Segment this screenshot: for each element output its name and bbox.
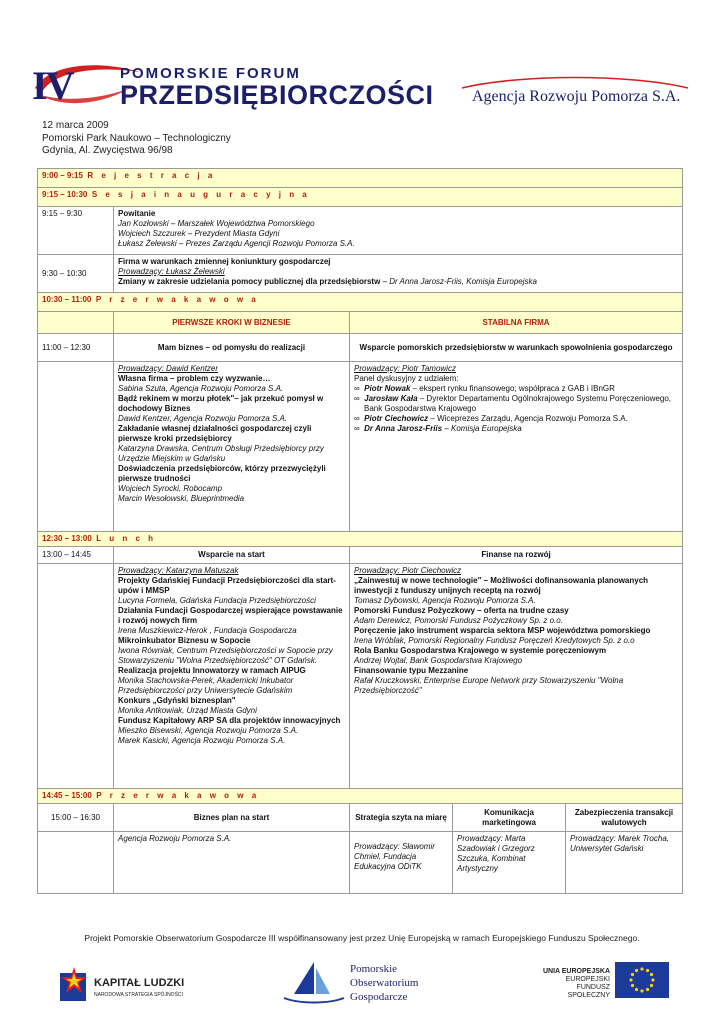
speaker: Łukasz Żelewski – Prezes Zarządu Agencji Rozwoju Pomorza S.A.: [118, 239, 355, 248]
logo-roman-numeral: IV: [32, 63, 73, 108]
speaker: Irena Muszkiewicz-Herok , Fundacja Gospodarcza: [118, 626, 297, 635]
panelist: ∞ Jarosław Kała – Dyrektor Departamentu Ogólnokrajowego Systemu Poręczeniowego, Bank Gospodarstwa Krajowego: [354, 394, 671, 413]
talk-title: Finansowanie typu Mezzanine: [354, 666, 469, 675]
lunch-bar: 12:30 – 13:00 L u n c h: [38, 532, 683, 547]
moderator: Prowadzący: Piotr Tamowicz: [354, 364, 456, 373]
event-place: Pomorski Park Naukowo – Technologiczny: [42, 132, 231, 144]
talk-title: Rola Banku Gospodarstwa Krajowego w systemie poręczeniowym: [354, 646, 607, 655]
track-left: PIERWSZE KROKI W BIZNESIE: [114, 312, 350, 334]
speaker: Mieszko Bisewski, Agencja Rozwoju Pomorza S.A.: [118, 726, 299, 735]
forum-logo: [30, 58, 434, 113]
workshop-host: Prowadzący: Marta Szadowiak i Grzegorz Szczuka, Kombinat Artystyczny: [453, 832, 566, 894]
coffee-break-bar: 10:30 – 11:00 P r z e r w a k a w o w a: [38, 293, 683, 312]
infinity-bullet-icon: ∞: [354, 424, 360, 433]
ue-title: UNIA EUROPEJSKA: [542, 968, 610, 975]
session-title: Powitanie: [118, 209, 156, 218]
agency-logo: [460, 78, 690, 113]
infinity-bullet-icon: ∞: [354, 394, 360, 403]
speaker: Adam Derewicz, Pomorski Fundusz Pożyczkowy Sp. z o.o.: [354, 616, 563, 625]
kl-subtitle: NARODOWA STRATEGIA SPÓJNOŚCI: [94, 992, 183, 998]
pog-line-3: Gospodarcze: [350, 991, 408, 1003]
moderator: Prowadzący: Łukasz Żelewski: [118, 267, 225, 276]
talk-title: „Zainwestuj w nowe technologie" – Możliwości dofinansowania planowanych inwestycji z funduszy unijnych receptą na rozwój: [354, 576, 649, 595]
talk-title: Własna firma – problem czy wyzwanie…: [118, 374, 271, 383]
workshop-title: Zabezpieczenia transakcji walutowych: [566, 804, 683, 832]
time-cell: 9:15 – 9:30: [38, 207, 114, 255]
talk-title: Pomorski Fundusz Pożyczkowy – oferta na trudne czasy: [354, 606, 569, 615]
pog-line-1: Pomorskie: [350, 963, 398, 975]
workshop-title: Strategia szyta na miarę: [350, 804, 453, 832]
infinity-bullet-icon: ∞: [354, 414, 360, 423]
speaker: Monika Stachowska-Perek, Akademicki Inkubator Przedsiębiorczości przy Uniwersytecie Gdańskim: [118, 676, 294, 695]
event-date: 12 marca 2009: [42, 120, 109, 131]
ue-line-2: EUROPEJSKI: [565, 976, 610, 983]
event-info: [42, 120, 231, 158]
speaker: Irena Wróblak, Pomorski Regionalny Fundusz Poręczeń Kredytowych Sp. z o.o: [354, 636, 635, 645]
talk-title: Realizacja projektu Innowatorzy w ramach AIPUG: [118, 666, 306, 675]
speaker: Sabina Szuta, Agencja Rozwoju Pomorza S.A.: [118, 384, 284, 393]
infinity-bullet-icon: ∞: [354, 384, 360, 393]
logo-line-2: PRZEDSIĘBIORCZOŚCI: [120, 80, 434, 110]
funding-note: Projekt Pomorskie Obserwatorium Gospodarcze III współfinansowany jest przez Unię Europejską w ramach Europejskiego Funduszu Społecznego.: [84, 933, 640, 943]
coffee-break-label: P r z e r w a k a w o w a: [95, 295, 259, 304]
speaker: Monika Antkowiak, Urząd Miasta Gdyni: [118, 706, 257, 715]
panelist: ∞ Piotr Ciechowicz – Wiceprezes Zarządu, Agencja Rozwoju Pomorza S.A.: [354, 414, 628, 423]
star-flag-icon: [58, 965, 90, 1003]
time-cell: 15:00 – 16:30: [38, 804, 114, 832]
workshop-host: Prowadzący: Sławomir Chmiel, Fundacja Edukacyjna ODiTK: [350, 832, 453, 894]
talk-title: Poręczenie jako instrument wsparcia sektora MSP województwa pomorskiego: [354, 626, 651, 635]
talk-title: Bądź rekinem w morzu płotek"– jak przekuć pomysł w dochodowy Biznes: [118, 394, 324, 413]
speaker: Tomasz Dybowski, Agencja Rozwoju Pomorza S.A.: [354, 596, 536, 605]
speaker: Andrzej Wojtal, Bank Gospodarstwa Krajowego: [354, 656, 523, 665]
talk-title: Konkurs „Gdyński biznesplan": [118, 696, 236, 705]
keynote-row: [38, 255, 683, 293]
talk-title: Zakładanie własnej działalności gospodarczej czyli pierwsze kroki przedsiębiorcy: [118, 424, 312, 443]
speaker: Iwona Równiak, Centrum Przedsiębiorczości w Sopocie przy Stowarzyszeniu "Wolna Przedsiębiorczość" OT Gdańsk.: [118, 646, 333, 665]
session-title: Firma w warunkach zmiennej koniunktury gospodarczej: [118, 257, 331, 266]
moderator: Prowadzący: Dawid Kentzer: [118, 364, 219, 373]
speaker: Lucyna Formela, Gdańska Fundacja Przedsiębiorczości: [118, 596, 316, 605]
talk-title: Doświadczenia przedsiębiorców, którzy przezwyciężyli pierwsze trudności: [118, 464, 326, 483]
welcome-row: [38, 207, 683, 255]
workshop-host: Prowadzący: Marek Trocha, Uniwersytet Gdański: [566, 832, 683, 894]
workshop-title: Komunikacja marketingowa: [453, 804, 566, 832]
header: [30, 58, 690, 113]
coffee-break-bar-2: 14:45 – 15:00 P r z e r w a k a w o w a: [38, 789, 683, 804]
track-right: STABILNA FIRMA: [350, 312, 683, 334]
moderator: Prowadzący: Piotr Ciechowicz: [354, 566, 462, 575]
agency-name: Agencja Rozwoju Pomorza S.A.: [472, 88, 681, 105]
speaker: Wojciech Szczurek – Prezydent Miasta Gdyni: [118, 229, 280, 238]
speaker: Rafał Kruczkowski, Enterprise Europe Network przy Stowarzyszeniu "Wolna Przedsiębiorczość": [354, 676, 624, 695]
logo-line-1: POMORSKIE FORUM: [120, 65, 301, 82]
speaker: Wojciech Syrocki, Robocamp: [118, 484, 223, 493]
moderator: Prowadzący: Katarzyna Matuszak: [118, 566, 239, 575]
session-title: Zmiany w zakresie udzielania pomocy publicznej dla przedsiębiorstw: [118, 277, 381, 286]
session-1500-title-row: [38, 804, 683, 832]
time-cell: 9:30 – 10:30: [38, 255, 114, 293]
speaker: Marek Kasicki, Agencja Rozwoju Pomorza S.A.: [118, 736, 286, 745]
registration-bar: 9:00 – 9:15 R e j e s t r a c j a: [38, 169, 683, 188]
eu-flag-icon: [615, 962, 669, 998]
ue-line-3: FUNDUSZ SPOŁECZNY: [567, 984, 610, 999]
session-1300-content-row: [38, 564, 683, 789]
sail-icon: [280, 958, 348, 1006]
session-1500-content-row: [38, 832, 683, 894]
session-1100-title-row: [38, 334, 683, 362]
eu-logo: [535, 962, 670, 1004]
talk-title: Projekty Gdańskiej Fundacji Przedsiębiorczości dla start-upów i MMSP: [118, 576, 336, 595]
pog-line-2: Obserwatorium: [350, 977, 419, 989]
panelist: ∞ Dr Anna Jarosz-Friis – Komisja Europejska: [354, 424, 522, 433]
organizer: Agencja Rozwoju Pomorza S.A.: [114, 832, 350, 894]
time-cell: 11:00 – 12:30: [38, 334, 114, 362]
kl-title: KAPITAŁ LUDZKI: [94, 977, 185, 989]
opening-session-label: S e s j a i n a u g u r a c y j n a: [91, 190, 310, 199]
panelist: ∞ Piotr Nowak – ekspert rynku finansowego; współpraca z GAB i IBnGR: [354, 384, 615, 393]
speaker: Dawid Kentzer, Agencja Rozwoju Pomorza S.A.: [118, 414, 288, 423]
session-1300-title-row: [38, 547, 683, 564]
opening-session-bar: 9:15 – 10:30 S e s j a i n a u g u r a c y j n a: [38, 188, 683, 207]
track-header-row: [38, 312, 683, 334]
session-title: Finanse na rozwój: [350, 547, 683, 564]
time-cell: 13:00 – 14:45: [38, 547, 114, 564]
speaker: Marcin Wesołowski, Blueprintmedia: [118, 494, 245, 503]
session-title: Mam biznes – od pomysłu do realizacji: [114, 334, 350, 362]
programme-table: [37, 168, 683, 894]
lunch-label: L u n c h: [96, 534, 157, 543]
obserwatorium-logo: [280, 958, 440, 1008]
eu-stars-icon: [615, 962, 669, 998]
panel-intro: Panel dyskusyjny z udziałem:: [354, 374, 459, 383]
registration-label: R e j e s t r a c j a: [87, 171, 216, 180]
talk-title: Działania Fundacji Gospodarczej wspierające powstawanie i rozwój nowych firm: [118, 606, 343, 625]
session-title: Biznes plan na start: [114, 804, 350, 832]
speaker: Katarzyna Drawska, Centrum Obsługi Przedsiębiorcy przy Urzędzie Miejskim w Gdańsku: [118, 444, 324, 463]
coffee-break-label: P r z e r w a k a w o w a: [96, 791, 260, 800]
kapital-ludzki-logo: [58, 965, 198, 1005]
session-title: Wsparcie na start: [114, 547, 350, 564]
speaker: – Dr Anna Jarosz-Friis, Komisja Europejska: [380, 277, 537, 286]
event-street: Gdynia, Al. Zwycięstwa 96/98: [42, 145, 173, 156]
session-1100-content-row: [38, 362, 683, 532]
session-title: Wsparcie pomorskich przedsiębiorstw w warunkach spowolnienia gospodarczego: [350, 334, 683, 362]
talk-title: Mikroinkubator Biznesu w Sopocie: [118, 636, 251, 645]
talk-title: Fundusz Kapitałowy ARP SA dla projektów innowacyjnych: [118, 716, 341, 725]
speaker: Jan Kozłowski – Marszałek Województwa Pomorskiego: [118, 219, 315, 228]
